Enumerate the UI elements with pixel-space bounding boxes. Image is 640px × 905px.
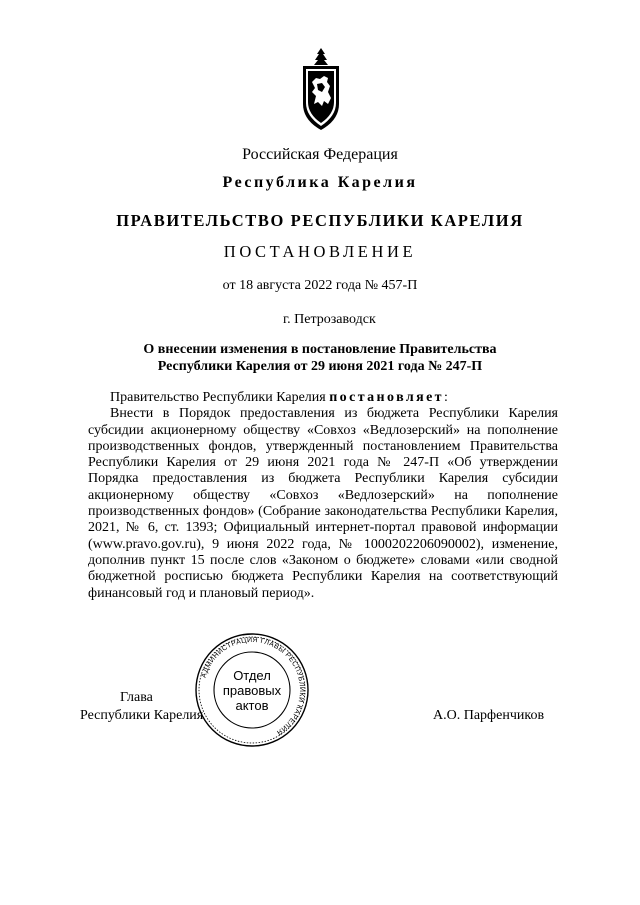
stamp-line-2: правовых [222, 683, 282, 698]
republic-name: Республика Карелия [222, 174, 418, 191]
title-line-1: О внесении изменения в постановление Правительства [143, 342, 497, 357]
signatory-post-line-1: Глава [120, 690, 153, 705]
intro-verb: постановляет [329, 390, 444, 405]
stamp-line-1: Отдел [233, 668, 271, 683]
signatory-post-line-2: Республики Карелия [80, 708, 204, 723]
title-line-2: Республики Карелия от 29 июня 2021 года № 247-П [157, 359, 483, 374]
date-and-number: от 18 августа 2022 года № 457-П [222, 278, 418, 293]
document-type: ПОСТАНОВЛЕНИЕ [223, 242, 417, 261]
country-name: Российская Федерация [242, 146, 398, 163]
government-heading: ПРАВИТЕЛЬСТВО РЕСПУБЛИКИ КАРЕЛИЯ [116, 211, 524, 230]
karelia-coat-of-arms-icon [300, 46, 342, 134]
document-body [88, 390, 558, 602]
intro-suffix: : [443, 390, 448, 405]
stamp-line-3: актов [235, 698, 269, 713]
department-stamp [193, 631, 311, 749]
city: г. Петрозаводск [283, 312, 376, 327]
resolution-intro [88, 390, 558, 406]
intro-prefix: Правительство Республики Карелия [110, 390, 330, 405]
body-paragraph: Внести в Порядок предоставления из бюджета Республики Карелия субсидии акционерному обществу «Совхоз «Ведлозерский» на пополнение производственных фондов, утвержденный постановлением Правительства Республики Карелия от 29 июня 2021 года № 247-П «Об утверждении Порядка предоставления из бюджета Республики Карелия субсидии акционерному обществу «Совхоз «Ведлозерский» на пополнение производственных фондов» (Собрание законодательства Республики Карелия, 2021, № 6, ст. 1393; Официальный интернет-портал правовой информации (www.pravo.gov.ru), 9 июня 2022 года, № 1000202206090002), изменение, дополнив пункт 15 после слов «Законом о бюджете» словами «или сводной бюджетной росписью бюджета Республики Карелия на соответствующий финансовый год и плановый период». [88, 406, 558, 601]
stamp-ring-text: АДМИНИСТРАЦИЯ ГЛАВЫ РЕСПУБЛИКИ КАРЕЛИЯ [200, 636, 306, 736]
signatory-name: А.О. Парфенчиков [433, 708, 545, 723]
document-title [0, 341, 640, 375]
